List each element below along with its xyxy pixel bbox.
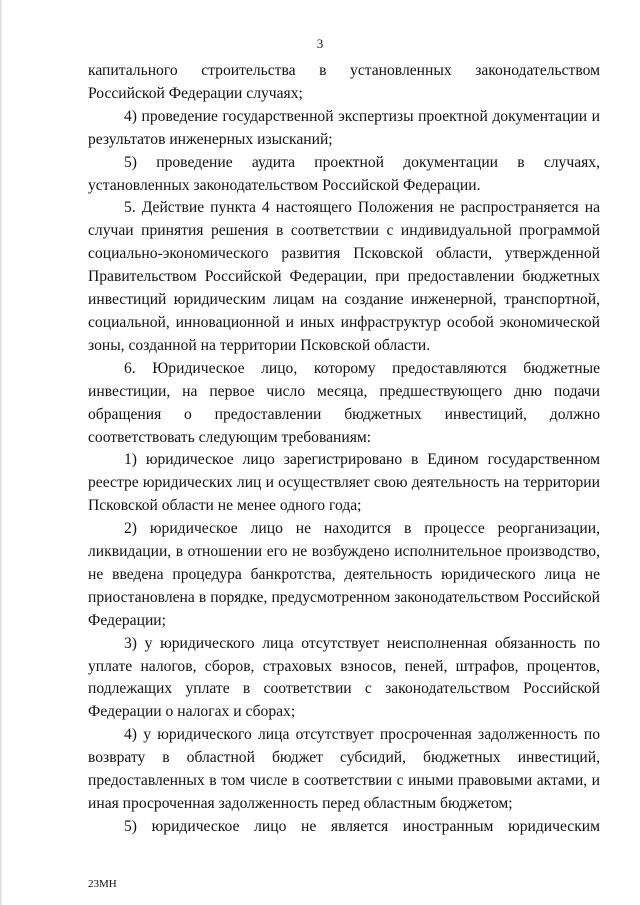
paragraph-continuation: капитального строительства в установленных законодательством Российской Федерации случаях;	[88, 62, 600, 102]
scan-page-edge	[0, 0, 3, 905]
requirement-2: 2) юридическое лицо не находится в процессе реорганизации, ликвидации, в отношении его не возбуждено исполнительное производство, не введена процедура банкротства, деятельность юридического лица не приостановлена в порядке, предусмотренном законодательством Российской Федерации;	[88, 520, 600, 629]
clause-5: 5. Действие пункта 4 настоящего Положения не распространяется на случаи принятия решения в соответствии с индивидуальной программой социально-экономического развития Псковской области, утвержденной Правительством Российской Федерации, при предоставлении бюджетных инвестиций юридическим лицам на создание инженерной, транспортной, социальной, инновационной и иных инфраструктур особой экономической зоны, созданной на территории Псковской области.	[88, 199, 600, 354]
requirement-1: 1) юридическое лицо зарегистрировано в Едином государственном реестре юридических лиц и осуществляет свою деятельность на территории Псковской области не менее одного года;	[88, 451, 600, 515]
requirement-3: 3) у юридического лица отсутствует неисполненная обязанность по уплате налогов, сборов, страховых взносов, пеней, штрафов, процентов, подлежащих уплате в соответствии с законодательством Российской Федерации о налогах и сборах;	[88, 634, 600, 721]
document-body	[88, 60, 600, 839]
clause-6: 6. Юридическое лицо, которому предоставляются бюджетные инвестиции, на первое число месяца, предшествующего дню подачи обращения о предоставлении бюджетных инвестиций, должно соответствовать следующим требованиям:	[88, 359, 600, 446]
requirement-4: 4) у юридического лица отсутствует просроченная задолженность по возврату в областной бюджет субсидий, бюджетных инвестиций, предоставленных в том числе в соответствии с иными правовыми актами, и иная просроченная задолженность перед областным бюджетом;	[88, 726, 600, 812]
list-item-4: 4) проведение государственной экспертизы проектной документации и результатов инженерных изысканий;	[88, 107, 600, 148]
requirement-5: 5) юридическое лицо не является иностранным юридическим	[124, 817, 600, 835]
list-item-5: 5) проведение аудита проектной документации в случаях, установленных законодательством Российской Федерации.	[88, 153, 600, 194]
page-number: 3	[316, 36, 324, 51]
footer-document-code: 23МН	[88, 878, 117, 890]
